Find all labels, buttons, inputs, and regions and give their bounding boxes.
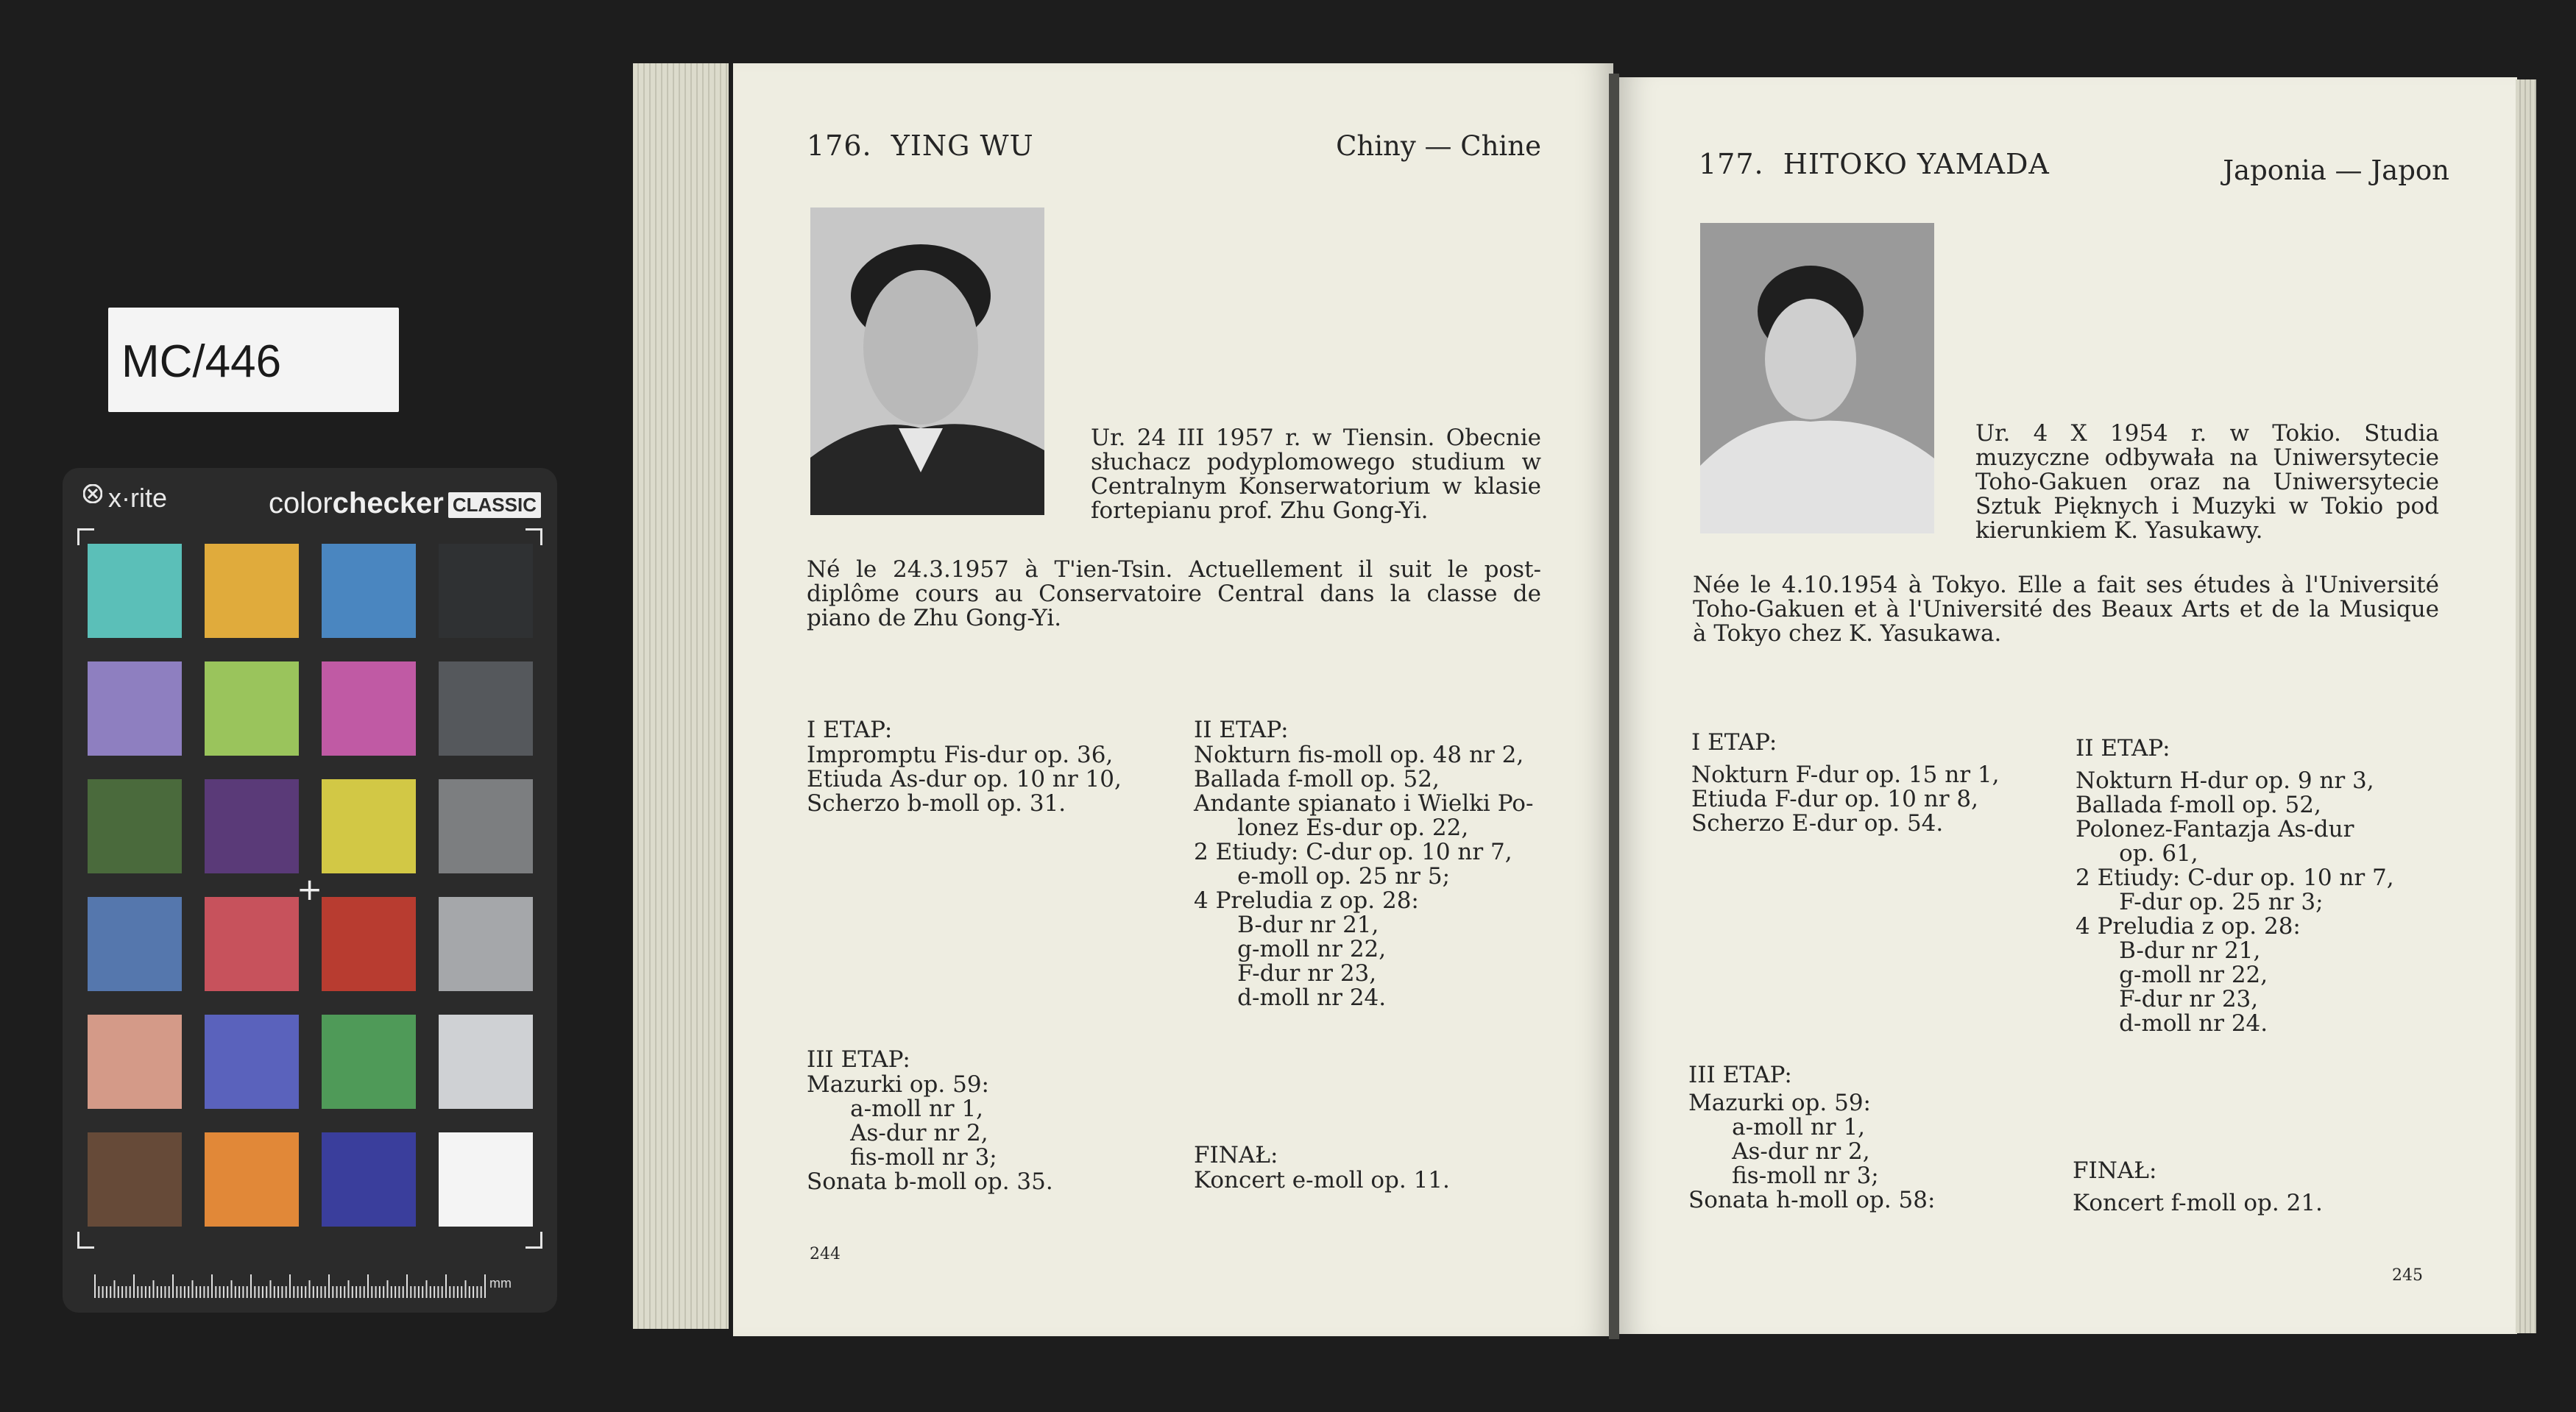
stage-2-program: Nokturn fis-moll op. 48 nr 2, Ballada f-moll op. 52, Andante spianato i Wielki Po- lonez Es-dur op. 22, 2 Etiudy: C-dur op. 10 nr 7, e-moll op. 25 nr 5; 4 Preludia z op. 28: B-dur nr 21, g-moll nr 22, F-dur nr 23, d-moll nr 24. [1194,742,1534,1011]
entry-country: Japonia — Japon [2223,155,2449,186]
bio-polish: Ur. 24 III 1957 r. w Tiensin. Obecnie słuchacz podyplomowego studium w Centralnym Konserwatorium w klasie fortepianu prof. Zhu Gong-Yi. [1091,425,1541,524]
right-page [1619,77,2517,1334]
stage-3-title: III ETAP: [807,1046,910,1073]
stage-3-program: Mazurki op. 59: a-moll nr 1, As-dur nr 2, fis-moll nr 3; Sonata h-moll op. 58: [1688,1090,1936,1213]
color-swatch [88,661,182,756]
color-checker-card [63,468,557,1313]
final-program: Koncert f-moll op. 21. [2073,1190,2323,1216]
crop-corner-icon [77,528,94,545]
color-swatch [439,897,533,991]
stage-1-program: Impromptu Fis-dur op. 36, Etiuda As-dur op. 10 nr 10, Scherzo b-moll op. 31. [807,742,1122,817]
color-swatch [439,1015,533,1109]
color-swatch [322,1132,416,1227]
portrait-silhouette-icon [1700,223,1934,533]
color-swatch [205,544,299,638]
color-swatch [88,1015,182,1109]
bio-french: Né le 24.3.1957 à T'ien-Tsin. Actuellement il suit le post-diplôme cours au Conservatoire Central dans la classe de piano de Zhu Gong-Yi. [807,556,1541,631]
stage-3-title: III ETAP: [1688,1062,1792,1088]
entry-country: Chiny — Chine [1336,130,1541,162]
page-number: 245 [2392,1266,2423,1285]
checker-brand: x·rite [108,483,167,513]
xrite-logo-icon [83,484,102,503]
color-swatch [439,544,533,638]
entry-title: 176. YING WU [807,130,1034,162]
crop-corner-icon [526,528,542,545]
stage-1-program: Nokturn F-dur op. 15 nr 1, Etiuda F-dur op. 10 nr 8, Scherzo E-dur op. 54. [1691,762,2000,837]
color-swatch [439,661,533,756]
left-page [733,63,1613,1336]
stage-1-title: I ETAP: [807,717,893,743]
color-swatch [322,897,416,991]
stage-3-program: Mazurki op. 59: a-moll nr 1, As-dur nr 2, fis-moll nr 3; Sonata b-moll op. 35. [807,1071,1053,1195]
portrait-photo [1700,223,1934,533]
color-swatch [88,779,182,873]
bio-polish: Ur. 4 X 1954 r. w Tokio. Studia muzyczne odbywała na Uniwersytecie Toho-Gakuen oraz na Uniwersytecie Sztuk Pięknych i Muzyki w Tokio pod kierunkiem K. Yasukawy. [1975,420,2439,544]
entry-title: 177. HITOKO YAMADA [1699,148,2050,180]
color-swatch [205,661,299,756]
crosshair-icon: + [297,871,323,907]
archive-label [108,308,399,412]
color-swatch [439,1132,533,1227]
color-swatch [439,779,533,873]
bio-french: Née le 4.10.1954 à Tokyo. Elle a fait ses études à l'Université Toho-Gakuen et à l'Université des Beaux Arts et de la Musique à Tokyo chez K. Yasukawa. [1693,572,2439,647]
crop-corner-icon [77,1232,94,1249]
color-swatch [322,544,416,638]
portrait-photo [810,207,1044,515]
color-swatch [205,1132,299,1227]
stage-2-program: Nokturn H-dur op. 9 nr 3, Ballada f-moll op. 52, Polonez-Fantazja As-dur op. 61, 2 Etiudy: C-dur op. 10 nr 7, F-dur op. 25 nr 3; 4 Preludia z op. 28: B-dur nr 21, g-moll nr 22, F-dur nr 23, d-moll nr 24. [2076,767,2394,1037]
stage-2-title: II ETAP: [1194,717,1289,743]
final-program: Koncert e-moll op. 11. [1194,1167,1450,1193]
color-swatch [205,1015,299,1109]
color-swatch [322,779,416,873]
book-page-edges [2516,79,2536,1333]
book-page-edges [633,63,729,1329]
archive-label-text: MC/446 [121,336,282,387]
ruler-unit: mm [489,1276,512,1291]
mm-ruler [92,1273,534,1298]
crop-corner-icon [526,1232,542,1249]
color-swatch [88,1132,182,1227]
color-swatch [205,779,299,873]
portrait-silhouette-icon [810,207,1044,515]
checker-product-name: colorchecker CLASSIC [269,487,541,520]
final-title: FINAŁ: [2073,1157,2157,1184]
page-number: 244 [810,1245,841,1263]
stage-2-title: II ETAP: [2076,735,2170,762]
color-swatch [205,897,299,991]
stage-1-title: I ETAP: [1691,729,1777,756]
color-swatch [322,1015,416,1109]
book-gutter [1609,74,1619,1339]
color-swatch [88,897,182,991]
color-swatch [88,544,182,638]
final-title: FINAŁ: [1194,1142,1278,1168]
color-swatch [322,661,416,756]
